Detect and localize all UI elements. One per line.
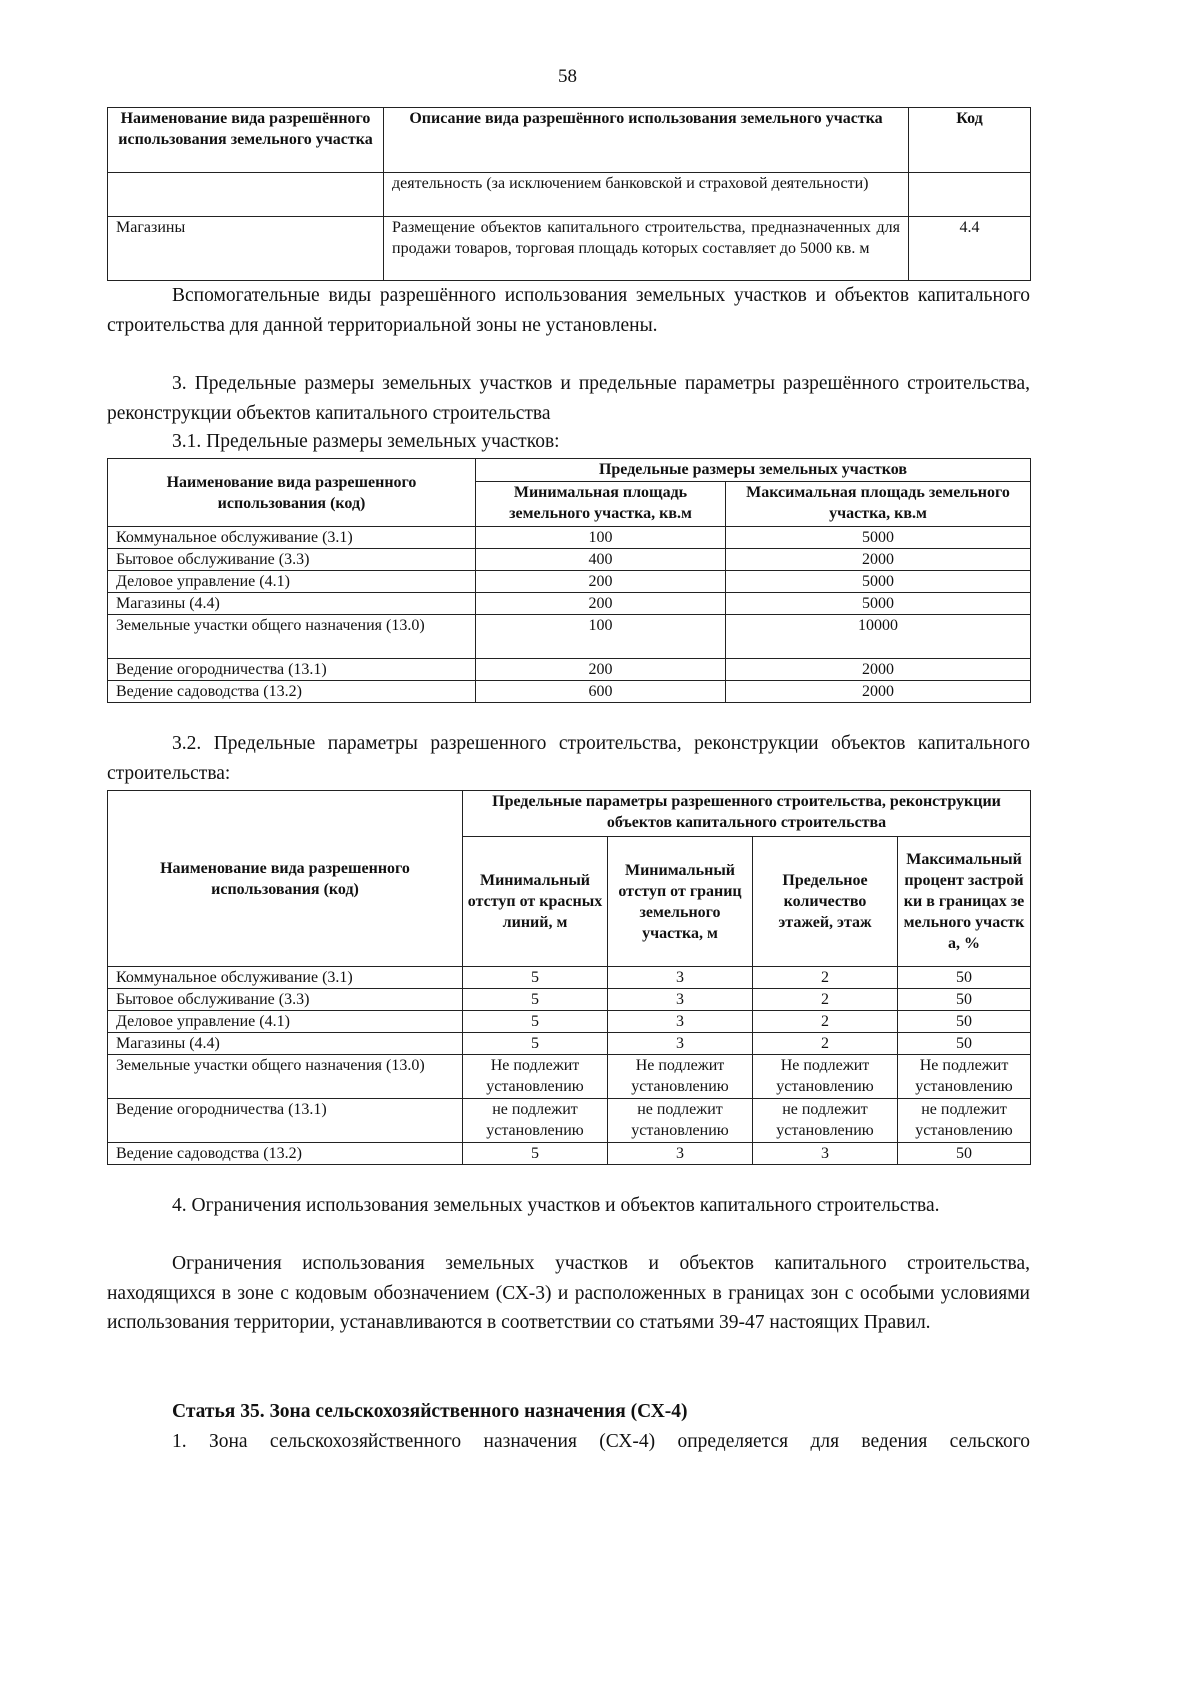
cell-max-area: 5000	[726, 593, 1031, 615]
header-name: Наименование вида разрешённого использования земельного участка	[108, 108, 384, 173]
cell-value: не подлежит установлению	[898, 1099, 1031, 1143]
paragraph-restrictions: Ограничения использования земельных участков и объектов капитального строительства, находящихся в зоне с кодовым обозначением (СХ-3) и расположенных в границах зон с особыми условиями использования территории, устанавливаются в соответствии со статьями 39-47 настоящих Правил.	[107, 1253, 1030, 1333]
cell-name: Бытовое обслуживание (3.3)	[108, 549, 476, 571]
article-heading: Статья 35. Зона сельскохозяйственного назначения (СХ-4)	[172, 1401, 688, 1422]
cell-name: Коммунальное обслуживание (3.1)	[108, 967, 463, 989]
cell-code	[909, 173, 1031, 217]
cell-value: 50	[898, 967, 1031, 989]
table-row	[108, 967, 1031, 989]
cell-value: Не подлежит установлению	[898, 1055, 1031, 1099]
cell-value: 3	[753, 1143, 898, 1165]
cell-min-area: 200	[476, 571, 726, 593]
cell-value: 5	[463, 1143, 608, 1165]
header-code: Код	[909, 108, 1031, 173]
header-group: Предельные параметры разрешенного строительства, реконструкции объектов капитального строительства	[463, 791, 1031, 837]
header-red-line-setback: Минимальный отступ от красных линий, м	[463, 837, 608, 967]
cell-value: не подлежит установлению	[608, 1099, 753, 1143]
header-name: Наименование вида разрешенного использования (код)	[108, 791, 463, 967]
cell-value: 3	[608, 1143, 753, 1165]
header-max-coverage: Максимальный процент застройки в границах земельного участка, %	[898, 837, 1031, 967]
table-row	[108, 681, 1031, 703]
cell-value: 50	[898, 1011, 1031, 1033]
paragraph-auxiliary-uses: Вспомогательные виды разрешённого использования земельных участков и объектов капитального строительства для данной территориальной зоны не установлены.	[107, 285, 1030, 336]
cell-description: Размещение объектов капитального строительства, предназначенных для продажи товаров, торговая площадь которых составляет до 5000 кв. м	[384, 217, 909, 281]
cell-value: 50	[898, 989, 1031, 1011]
cell-name: Земельные участки общего назначения (13.0)	[108, 1055, 463, 1099]
table-row	[108, 571, 1031, 593]
cell-min-area: 200	[476, 593, 726, 615]
table-row	[108, 1033, 1031, 1055]
page-number: 58	[558, 66, 577, 87]
cell-max-area: 2000	[726, 681, 1031, 703]
header-name: Наименование вида разрешенного использования (код)	[108, 459, 476, 527]
cell-name: Деловое управление (4.1)	[108, 571, 476, 593]
table-row	[108, 1099, 1031, 1143]
cell-max-area: 2000	[726, 549, 1031, 571]
plot-size-table	[107, 458, 1031, 703]
cell-value: Не подлежит установлению	[608, 1055, 753, 1099]
cell-value: 2	[753, 1033, 898, 1055]
cell-value: 3	[608, 967, 753, 989]
cell-name: Магазины (4.4)	[108, 593, 476, 615]
cell-max-area: 5000	[726, 571, 1031, 593]
table-row	[108, 989, 1031, 1011]
cell-value: 2	[753, 1011, 898, 1033]
cell-name: Ведение огородничества (13.1)	[108, 1099, 463, 1143]
cell-value: 50	[898, 1143, 1031, 1165]
table-row	[108, 1143, 1031, 1165]
table-row	[108, 593, 1031, 615]
cell-name: Ведение садоводства (13.2)	[108, 681, 476, 703]
paragraph-section-3-1: 3.1. Предельные размеры земельных участков:	[172, 431, 560, 452]
cell-name: Деловое управление (4.1)	[108, 1011, 463, 1033]
paragraph-section-3-2: 3.2. Предельные параметры разрешенного строительства, реконструкции объектов капитального строительства:	[107, 733, 1030, 784]
cell-value: 3	[608, 1011, 753, 1033]
header-group: Предельные размеры земельных участков	[476, 459, 1031, 482]
table-row	[108, 527, 1031, 549]
cell-name: Магазины (4.4)	[108, 1033, 463, 1055]
cell-max-area: 5000	[726, 527, 1031, 549]
cell-name: Бытовое обслуживание (3.3)	[108, 989, 463, 1011]
cell-min-area: 400	[476, 549, 726, 571]
cell-name: Коммунальное обслуживание (3.1)	[108, 527, 476, 549]
cell-value: 3	[608, 989, 753, 1011]
cell-min-area: 100	[476, 615, 726, 659]
cell-name: Земельные участки общего назначения (13.0)	[108, 615, 476, 659]
cell-value: Не подлежит установлению	[463, 1055, 608, 1099]
cell-code: 4.4	[909, 217, 1031, 281]
header-max-area: Максимальная площадь земельного участка, кв.м	[726, 482, 1031, 527]
cell-value: 5	[463, 967, 608, 989]
cell-value: не подлежит установлению	[753, 1099, 898, 1143]
table-row	[108, 615, 1031, 659]
cell-value: 3	[608, 1033, 753, 1055]
construction-params-table	[107, 790, 1031, 1165]
cell-name: Ведение садоводства (13.2)	[108, 1143, 463, 1165]
cell-max-area: 10000	[726, 615, 1031, 659]
cell-value: 5	[463, 989, 608, 1011]
cell-value: 5	[463, 1011, 608, 1033]
cell-value: 50	[898, 1033, 1031, 1055]
cell-value: не подлежит установлению	[463, 1099, 608, 1143]
permitted-use-table	[107, 107, 1031, 281]
table-row	[108, 1011, 1031, 1033]
cell-value: 2	[753, 989, 898, 1011]
table-row	[108, 1055, 1031, 1099]
header-max-floors: Предельное количество этажей, этаж	[753, 837, 898, 967]
cell-min-area: 600	[476, 681, 726, 703]
table-row	[108, 659, 1031, 681]
table-row	[108, 217, 1031, 281]
cell-min-area: 200	[476, 659, 726, 681]
header-description: Описание вида разрешённого использования земельного участка	[384, 108, 909, 173]
cell-name: Магазины	[108, 217, 384, 281]
paragraph-article-1: 1. Зона сельскохозяйственного назначения (СХ-4) определяется для ведения сельского	[172, 1431, 1030, 1452]
cell-value: Не подлежит установлению	[753, 1055, 898, 1099]
cell-max-area: 2000	[726, 659, 1031, 681]
table-row	[108, 549, 1031, 571]
paragraph-section-4: 4. Ограничения использования земельных участков и объектов капитального строительства.	[172, 1195, 940, 1216]
table-row	[108, 173, 1031, 217]
cell-name: Ведение огородничества (13.1)	[108, 659, 476, 681]
paragraph-section-3: 3. Предельные размеры земельных участков и предельные параметры разрешённого строительства, реконструкции объектов капитального строительства	[107, 373, 1030, 424]
cell-description: деятельность (за исключением банковской и страховой деятельности)	[384, 173, 909, 217]
header-min-area: Минимальная площадь земельного участка, кв.м	[476, 482, 726, 527]
cell-min-area: 100	[476, 527, 726, 549]
cell-name	[108, 173, 384, 217]
cell-value: 2	[753, 967, 898, 989]
header-boundary-setback: Минимальный отступ от границ земельного участка, м	[608, 837, 753, 967]
cell-value: 5	[463, 1033, 608, 1055]
